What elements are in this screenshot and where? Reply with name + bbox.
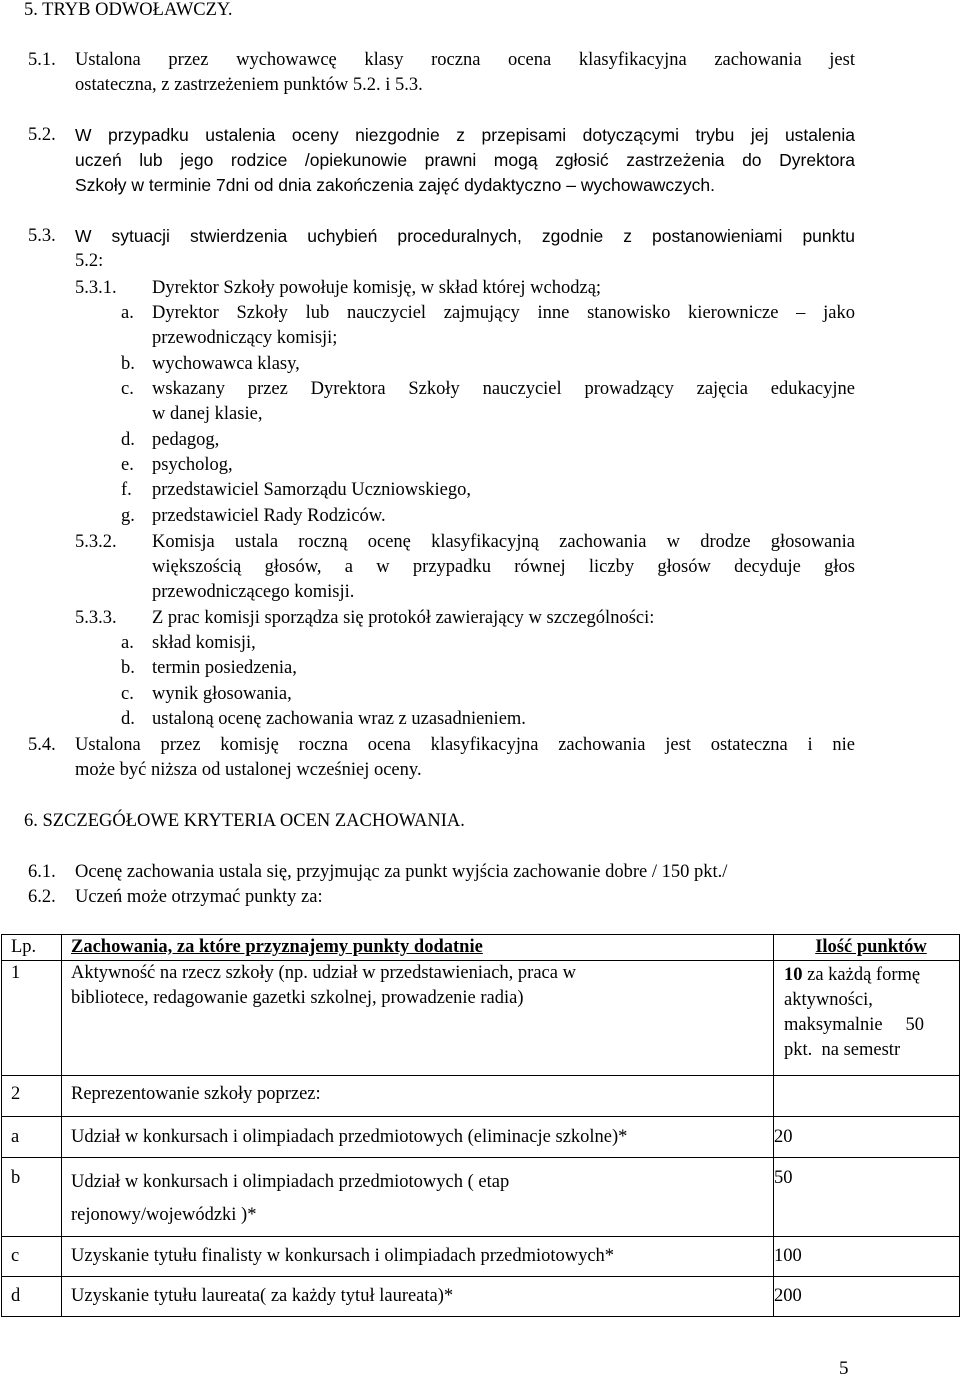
point-5-3-3-number: 5.3.3. xyxy=(75,608,117,628)
protocol-b-text: termin posiedzenia, xyxy=(152,658,297,678)
row-b-desc-line-2: rejonowy/wojewódzki )* xyxy=(71,1205,257,1225)
point-5-3-1-number: 5.3.1. xyxy=(75,278,117,298)
point-6-2-text: Uczeń może otrzymać punkty za: xyxy=(75,887,323,907)
point-5-1-number: 5.1. xyxy=(28,50,56,70)
table-row xyxy=(2,1158,960,1237)
row-d-description: Uzyskanie tytułu laureata( za każdy tytuł laureata)* xyxy=(62,1277,774,1317)
row-a-description: Udział w konkursach i olimpiadach przedmiotowych (eliminacje szkolne)* xyxy=(62,1117,774,1158)
point-5-3-line-2: 5.2: xyxy=(75,251,104,271)
row-c-lp: c xyxy=(2,1237,62,1277)
protocol-c-letter: c. xyxy=(121,684,134,704)
point-6-1-number: 6.1. xyxy=(28,862,56,882)
member-d-text: pedagog, xyxy=(152,430,220,450)
point-5-2-line-3: Szkoły w terminie 7dni od dnia zakończenia zajęć dydaktyczno – wychowawczych. xyxy=(75,175,716,195)
member-e-letter: e. xyxy=(121,455,134,475)
member-c-line-1: wskazany przez Dyrektora Szkoły nauczyciel prowadzący zajęcia edukacyjne xyxy=(152,379,855,399)
table-row xyxy=(2,961,960,1076)
section-5-heading: 5. TRYB ODWOŁAWCZY. xyxy=(24,0,233,20)
point-5-3-2-number: 5.3.2. xyxy=(75,532,117,552)
row-1-points xyxy=(774,961,960,1076)
member-d-letter: d. xyxy=(121,430,135,450)
row-1-points-line-3b: 50 xyxy=(905,1015,924,1035)
row-b-points: 50 xyxy=(774,1158,960,1237)
member-f-text: przedstawiciel Samorządu Uczniowskiego, xyxy=(152,480,472,500)
point-5-2-line-2: uczeń lub jego rodzice /opiekunowie prawni mogą zgłosić zastrzeżenia do Dyrektora xyxy=(75,150,855,170)
row-1-points-line-3a: maksymalnie xyxy=(784,1015,883,1035)
point-5-2-line-1: W przypadku ustalenia oceny niezgodnie z przepisami dotyczącymi trybu jej ustalenia xyxy=(75,125,855,145)
header-description: Zachowania, za które przyznajemy punkty dodatnie xyxy=(62,935,774,961)
row-b-description xyxy=(62,1158,774,1237)
member-c-line-2: w danej klasie, xyxy=(152,404,263,424)
row-1-description xyxy=(62,961,774,1076)
table-row xyxy=(2,1117,960,1158)
row-1-points-line-1: za każdą formę xyxy=(807,965,921,985)
row-1-desc-line-2: bibliotece, redagowanie gazetki szkolnej, prowadzenie radia) xyxy=(71,988,524,1008)
protocol-c-text: wynik głosowania, xyxy=(152,684,292,704)
point-6-1-text: Ocenę zachowania ustala się, przyjmując za punkt wyjścia zachowanie dobre / 150 pkt./ xyxy=(75,862,728,882)
row-b-desc-line-1: Udział w konkursach i olimpiadach przedmiotowych ( etap xyxy=(71,1172,510,1192)
protocol-d-text: ustaloną ocenę zachowania wraz z uzasadnieniem. xyxy=(152,709,526,729)
point-5-3-line-1: W sytuacji stwierdzenia uchybień proceduralnych, zgodnie z postanowieniami punktu xyxy=(75,226,855,246)
row-d-lp: d xyxy=(2,1277,62,1317)
member-b-letter: b. xyxy=(121,354,135,374)
point-5-3-2-line-2: większością głosów, a w przypadku równej liczby głosów decyduje głos xyxy=(152,557,855,577)
point-5-4-line-2: może być niższa od ustalonej wcześniej oceny. xyxy=(75,760,422,780)
member-a-line-1: Dyrektor Szkoły lub nauczyciel zajmujący inne stanowisko kierownicze – jako xyxy=(152,303,855,323)
member-a-letter: a. xyxy=(121,303,134,323)
point-5-3-number: 5.3. xyxy=(28,226,56,246)
point-5-1-line-1: Ustalona przez wychowawcę klasy roczna ocena klasyfikacyjna zachowania jest xyxy=(75,50,855,70)
point-5-3-2-line-1: Komisja ustala roczną ocenę klasyfikacyjną zachowania w drodze głosowania xyxy=(152,532,855,552)
point-5-2-number: 5.2. xyxy=(28,125,56,145)
protocol-d-letter: d. xyxy=(121,709,135,729)
point-5-3-2-line-3: przewodniczącego komisji. xyxy=(152,582,355,602)
member-g-text: przedstawiciel Rady Rodziców. xyxy=(152,506,386,526)
member-c-letter: c. xyxy=(121,379,134,399)
protocol-a-text: skład komisji, xyxy=(152,633,256,653)
row-1-points-number: 10 xyxy=(784,965,803,985)
point-5-4-line-1: Ustalona przez komisję roczna ocena klasyfikacyjna zachowania jest ostateczna i nie xyxy=(75,735,855,755)
point-5-4-number: 5.4. xyxy=(28,735,56,755)
header-lp: Lp. xyxy=(2,935,62,961)
row-c-points: 100 xyxy=(774,1237,960,1277)
page-number: 5 xyxy=(839,1358,849,1379)
row-2-points xyxy=(774,1076,960,1117)
row-c-description: Uzyskanie tytułu finalisty w konkursach i olimpiadach przedmiotowych* xyxy=(62,1237,774,1277)
member-a-line-2: przewodniczący komisji; xyxy=(152,328,338,348)
row-2-lp: 2 xyxy=(2,1076,62,1117)
row-d-points: 200 xyxy=(774,1277,960,1317)
table-row xyxy=(2,1277,960,1317)
table-row xyxy=(2,1237,960,1277)
member-e-text: psycholog, xyxy=(152,455,233,475)
row-1-lp: 1 xyxy=(2,961,62,1076)
row-1-points-line-2: aktywności, xyxy=(784,990,873,1010)
row-2-description: Reprezentowanie szkoły poprzez: xyxy=(62,1076,774,1117)
table-row xyxy=(2,1076,960,1117)
protocol-a-letter: a. xyxy=(121,633,134,653)
member-g-letter: g. xyxy=(121,506,135,526)
row-1-points-line-4: pkt. na semestr xyxy=(784,1040,901,1060)
point-5-3-3-text: Z prac komisji sporządza się protokół zawierający w szczególności: xyxy=(152,608,655,628)
criteria-table xyxy=(1,934,960,1317)
protocol-b-letter: b. xyxy=(121,658,135,678)
row-b-lp: b xyxy=(2,1158,62,1237)
point-5-1-line-2: ostateczna, z zastrzeżeniem punktów 5.2. i 5.3. xyxy=(75,75,423,95)
header-points: Ilość punktów xyxy=(774,935,960,961)
section-6-heading: 6. SZCZEGÓŁOWE KRYTERIA OCEN ZACHOWANIA. xyxy=(24,811,465,831)
table-header-row xyxy=(2,935,960,961)
member-b-text: wychowawca klasy, xyxy=(152,354,300,374)
row-a-points: 20 xyxy=(774,1117,960,1158)
point-6-2-number: 6.2. xyxy=(28,887,56,907)
point-5-3-1-text: Dyrektor Szkoły powołuje komisję, w skład której wchodzą; xyxy=(152,278,602,298)
row-1-desc-line-1: Aktywność na rzecz szkoły (np. udział w przedstawieniach, praca w xyxy=(71,963,576,983)
row-a-lp: a xyxy=(2,1117,62,1158)
member-f-letter: f. xyxy=(121,480,132,500)
